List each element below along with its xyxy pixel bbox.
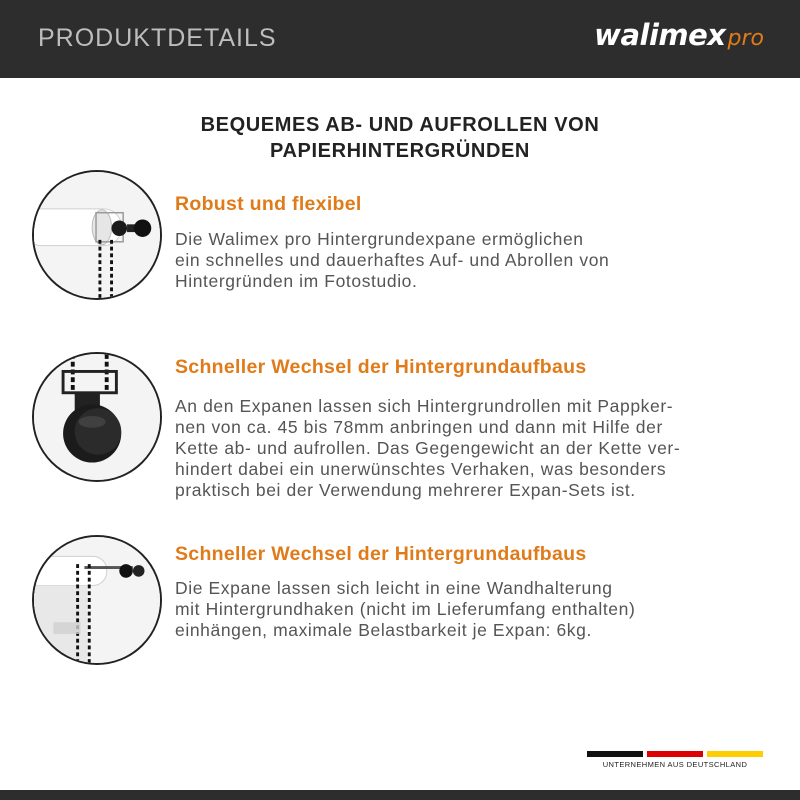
section-2-line: praktisch bei der Verwendung mehrerer Expan-Sets ist. (175, 480, 636, 500)
section-1-line: Die Walimex pro Hintergrundexpane ermöglichen (175, 229, 584, 249)
section-2-text (175, 396, 755, 501)
header-title: PRODUKTDETAILS (38, 24, 277, 52)
section-3-title: Schneller Wechsel der Hintergrundaufbaus (175, 543, 587, 565)
section-1-line: ein schnelles und dauerhaftes Auf- und Abrollen von (175, 250, 610, 270)
header-bar (0, 0, 800, 78)
counterweight-image (32, 352, 162, 482)
wall-mount-image (32, 535, 162, 665)
logo-suffix-text: pro (727, 26, 764, 51)
flag-stripe-red (647, 751, 703, 757)
german-flag-stripes (587, 751, 763, 757)
section-3-line: Die Expane lassen sich leicht in eine Wandhalterung (175, 578, 613, 598)
section-1-line: Hintergründen im Fotostudio. (175, 271, 418, 291)
roller-mount-image (32, 170, 162, 300)
flag-stripe-black (587, 751, 643, 757)
main-heading-line-2: PAPIERHINTERGRÜNDEN (270, 140, 530, 162)
footer-bar (0, 790, 800, 800)
logo-main-text: walimex (594, 18, 726, 52)
section-2-line: An den Expanen lassen sich Hintergrundrollen mit Pappker- (175, 396, 674, 416)
section-3-line: mit Hintergrundhaken (nicht im Lieferumfang enthalten) (175, 599, 636, 619)
main-heading (100, 112, 700, 164)
section-2-title: Schneller Wechsel der Hintergrundaufbaus (175, 356, 587, 378)
section-1-title: Robust und flexibel (175, 193, 362, 215)
section-2-line: Kette ab- und aufrollen. Das Gegengewicht an der Kette ver- (175, 438, 681, 458)
section-2-line: nen von ca. 45 bis 78mm anbringen und dann mit Hilfe der (175, 417, 663, 437)
main-heading-line-1: BEQUEMES AB- UND AUFROLLEN VON (200, 114, 600, 136)
section-3-text (175, 578, 755, 641)
made-in-germany-label: UNTERNEHMEN AUS DEUTSCHLAND (602, 760, 748, 769)
flag-stripe-gold (707, 751, 763, 757)
section-1-text (175, 229, 755, 292)
section-3-line: einhängen, maximale Belastbarkeit je Expan: 6kg. (175, 620, 592, 640)
walimex-pro-logo (594, 18, 764, 58)
section-2-line: hindert dabei ein unerwünschtes Verhaken, was besonders (175, 459, 667, 479)
